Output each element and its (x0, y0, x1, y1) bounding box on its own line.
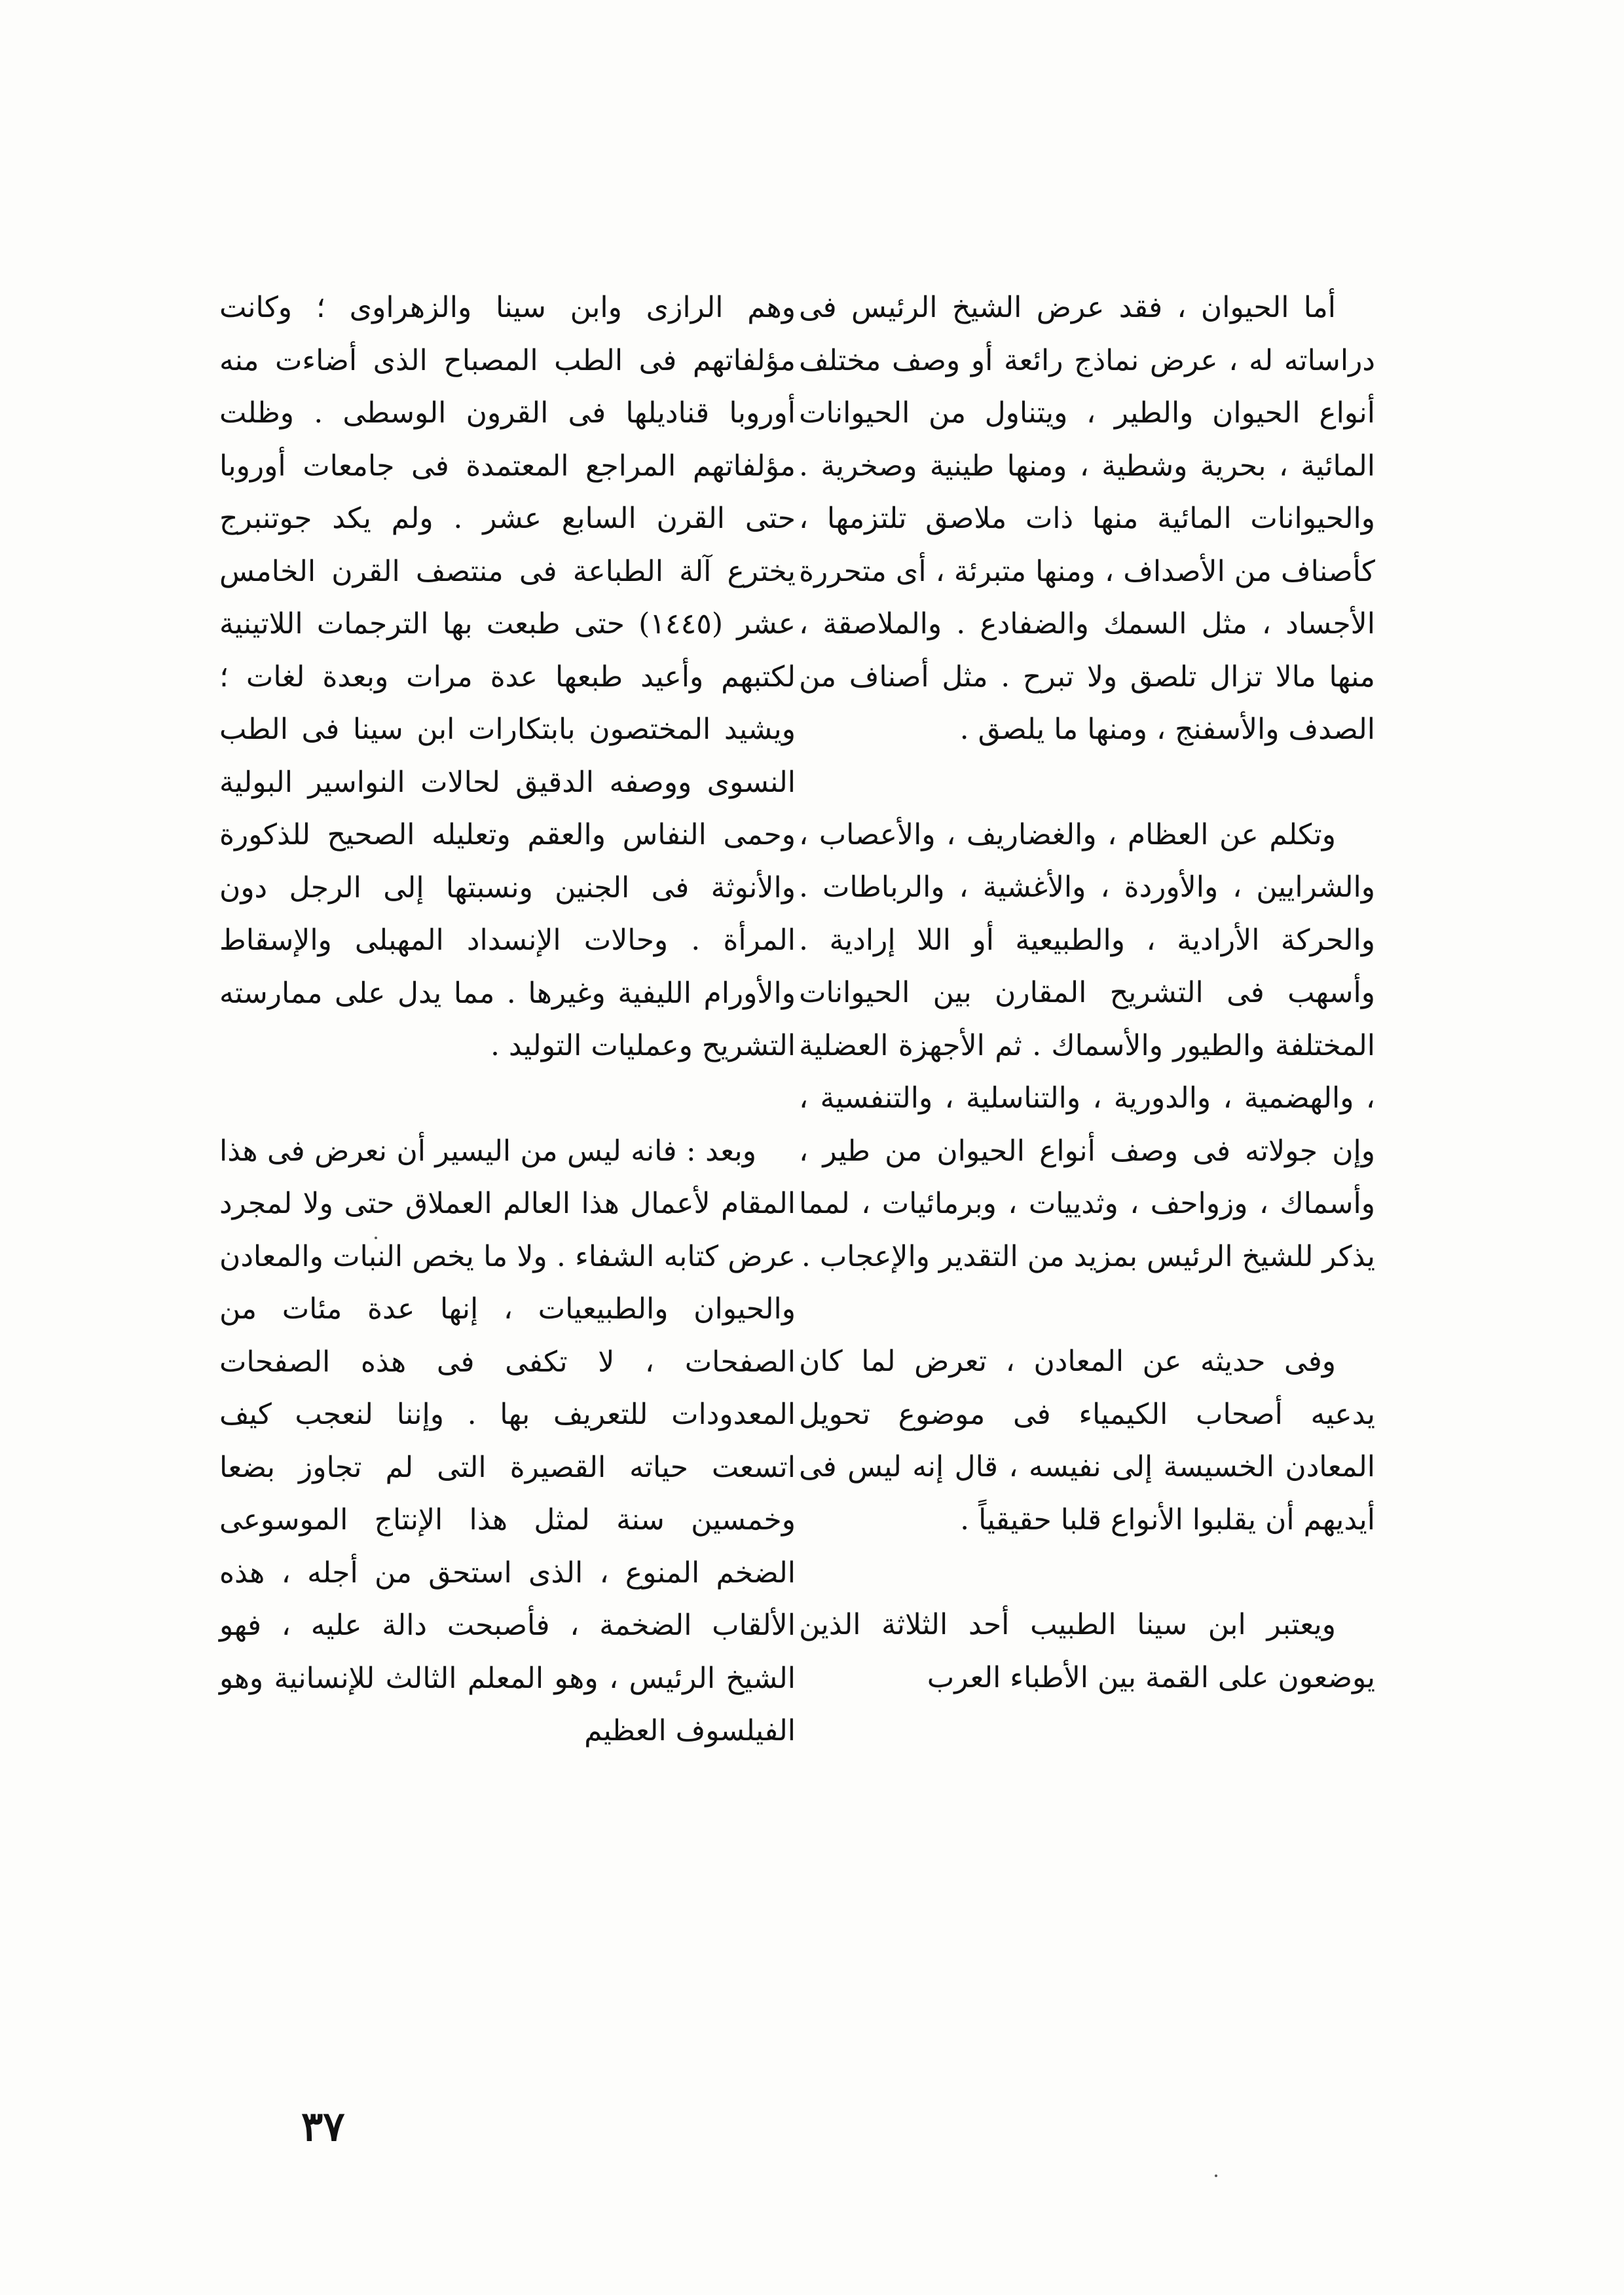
right-text-column (799, 282, 1375, 1704)
paragraph-physician: ويعتبر ابن سينا الطبيب أحد الثلاثة الذين يوضعون على القمة بين الأطباء العرب (799, 1608, 1375, 1694)
left-text-column (219, 282, 796, 1758)
paragraph-conclusion: وبعد : فانه ليس من اليسير أن نعرض فى هذا المقام لأعمال هذا العالم العملاق حتى ولا لمجرد عرض كتابه الشفاء . ولا ما يخص النبات والمعادن والحيوان والطبيعيات ، إنها عدة مئات من الصفحات ، لا تكفى فى هذه الصفحات المعدودات للتعريف بها . وإننا لنعجب كيف اتسعت حياته القصيرة التى لم تجاوز بضعا وخمسين سنة لمثل هذا الإنتاج الموسوعى الضخم المنوع ، الذى استحق من أجله ، هذه الألقاب الضخمة ، فأصبحت دالة عليه ، فهو الشيخ الرئيس ، وهو المعلم الثالث للإنسانية وهو الفيلسوف العظيم (219, 1134, 796, 1747)
print-speck (375, 1237, 377, 1239)
print-speck (1215, 2174, 1217, 2177)
paragraph-medicine: وهم الرازى وابن سينا والزهراوى ؛ وكانت مؤلفاتهم فى الطب المصباح الذى أضاءت منه أوروبا قناديلها فى القرون الوسطى . وظلت مؤلفاتهم المراجع المعتمدة فى جامعات أوروبا حتى القرن السابع عشر . ولم يكد جوتنبرج يخترع آلة الطباعة فى منتصف القرن الخامس عشر (١٤٤٥) حتى طبعت بها الترجمات اللاتينية لكتبهم وأعيد طبعها عدة مرات وبعدة لغات ؛ ويشيد المختصون بابتكارات ابن سينا فى الطب النسوى ووصفه الدقيق لحالات النواسير البولية وحمى النفاس والعقم وتعليله الصحيح للذكورة والأنوثة فى الجنين ونسبتها إلى الرجل دون المرأة . وحالات الإنسداد المهبلى والإسقاط والأورام الليفية وغيرها . مما يدل على ممارسته التشريح وعمليات التوليد . (219, 291, 796, 1062)
page-number: ٣٧ (301, 2102, 345, 2150)
paragraph-animals: أما الحيوان ، فقد عرض الشيخ الرئيس فى دراساته له ، عرض نماذج رائعة أو وصف مختلف أنواع الحيوان والطير ، ويتناول من الحيوانات المائية ، بحرية وشطية ، ومنها طينية وصخرية . والحيوانات المائية منها ذات ملاصق تلتزمها ، كأصناف من الأصداف ، ومنها متبرئة ، أى متحررة الأجساد ، مثل السمك والضفادع . والملاصقة ، منها مالا تزال تلصق ولا تبرح . مثل أصناف من الصدف والأسفنج ، ومنها ما يلصق . (799, 291, 1375, 746)
paragraph-anatomy: وتكلم عن العظام ، والغضاريف ، والأعصاب ، والشرايين ، والأوردة ، والأغشية ، والرباطات . والحركة الأرادية ، والطبيعية أو اللا إرادية . وأسهب فى التشريح المقارن بين الحيوانات المختلفة والطيور والأسماك . ثم الأجهزة العضلية ، والهضمية ، والدورية ، والتناسلية ، والتنفسية ، وإن جولاته فى وصف أنواع الحيوان من طير ، وأسماك ، وزواحف ، وثدييات ، وبرمائيات ، لمما يذكر للشيخ الرئيس بمزيد من التقدير والإعجاب . (799, 817, 1375, 1273)
paragraph-minerals: وفى حديثه عن المعادن ، تعرض لما كان يدعيه أصحاب الكيمياء فى موضوع تحويل المعادن الخسيسة إلى نفيسه ، قال إنه ليس فى أيديهم أن يقلبوا الأنواع قلبا حقيقياً . (799, 1345, 1375, 1537)
